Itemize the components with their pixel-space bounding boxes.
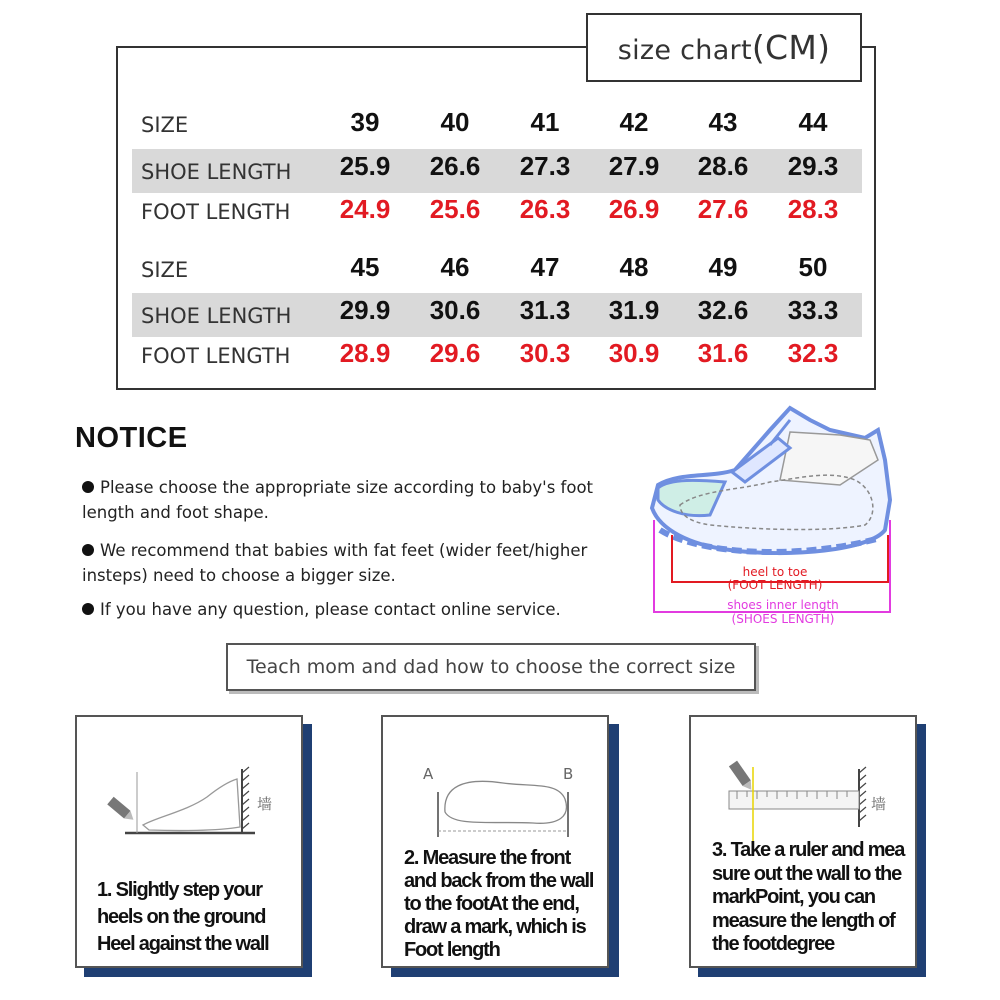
size-cell: 48 <box>619 252 649 282</box>
foot-length-cell: 26.9 <box>608 194 660 224</box>
step-2-text: 2. Measure the front and back from the wall to the footAt the end, draw a mark, which is Foot length <box>404 847 594 961</box>
notice-item <box>82 475 602 525</box>
size-cell: 50 <box>798 252 828 282</box>
size-row-1 <box>132 105 862 149</box>
shoe-length-row-1 <box>132 149 862 193</box>
size-cell: 41 <box>530 107 560 137</box>
row-label-foot-length: FOOT LENGTH <box>141 344 291 368</box>
shoe-length-cell: 32.6 <box>697 295 749 325</box>
foot-length-cell: 31.6 <box>697 338 749 368</box>
step-1-illustration <box>77 727 301 857</box>
row-label-shoe-length: SHOE LENGTH <box>141 304 292 328</box>
shoe-length-cell: 31.3 <box>519 295 571 325</box>
size-cell: 45 <box>350 252 380 282</box>
notice-item <box>82 597 602 622</box>
step-3-illustration <box>691 727 915 857</box>
bullet-icon <box>82 544 94 556</box>
shoe-length-cell: 30.6 <box>429 295 481 325</box>
teach-banner-text: Teach mom and dad how to choose the correct size <box>246 656 736 678</box>
size-cell: 47 <box>530 252 560 282</box>
notice-title: NOTICE <box>75 422 188 454</box>
row-label-size: SIZE <box>141 258 189 282</box>
shoe-length-cell: 29.9 <box>339 295 391 325</box>
size-chart-title <box>618 28 831 67</box>
step-card-1 <box>75 715 303 968</box>
size-chart-unit: (CM) <box>751 28 831 67</box>
shoe-length-cell: 31.9 <box>608 295 660 325</box>
row-label-size: SIZE <box>141 113 189 137</box>
size-cell: 44 <box>798 107 828 137</box>
foot-length-label <box>700 566 850 592</box>
wall-label: 墙 <box>257 795 273 813</box>
row-label-foot-length: FOOT LENGTH <box>141 200 291 224</box>
point-a-label: A <box>423 765 434 783</box>
size-cell: 43 <box>708 107 738 137</box>
shoe-length-label <box>700 598 866 626</box>
foot-length-row-2 <box>132 336 862 380</box>
notice-item-text: Please choose the appropriate size according to baby's foot length and foot shape. <box>82 478 594 522</box>
shoe-length-row-2 <box>132 293 862 337</box>
size-cell: 42 <box>619 107 649 137</box>
size-chart-title-text: size chart <box>617 35 752 66</box>
foot-length-cell: 28.9 <box>339 338 391 368</box>
foot-length-cell: 32.3 <box>787 338 839 368</box>
step-card-2 <box>381 715 609 968</box>
foot-label-line: heel to toe <box>742 565 808 579</box>
size-cell: 46 <box>440 252 470 282</box>
notice-item <box>82 538 602 588</box>
notice-item-text: If you have any question, please contact online service. <box>100 600 561 619</box>
foot-length-cell: 27.6 <box>697 194 749 224</box>
step-card-3 <box>689 715 917 968</box>
foot-length-cell: 24.9 <box>339 194 391 224</box>
shoe-length-cell: 27.9 <box>608 151 660 181</box>
shoe-length-cell: 28.6 <box>697 151 749 181</box>
shoe-label-line: (SHOES LENGTH) <box>731 612 835 626</box>
size-cell: 40 <box>440 107 470 137</box>
shoe-length-cell: 33.3 <box>787 295 839 325</box>
size-row-2 <box>132 250 862 294</box>
shoe-illustration <box>640 390 900 630</box>
foot-length-cell: 30.9 <box>608 338 660 368</box>
bullet-icon <box>82 603 94 615</box>
foot-length-cell: 28.3 <box>787 194 839 224</box>
row-label-shoe-length: SHOE LENGTH <box>141 160 292 184</box>
shoe-length-cell: 27.3 <box>519 151 571 181</box>
foot-length-row-1 <box>132 192 862 236</box>
foot-length-cell: 30.3 <box>519 338 571 368</box>
point-b-label: B <box>563 765 574 783</box>
shoe-length-cell: 29.3 <box>787 151 839 181</box>
foot-label-line: (FOOT LENGTH) <box>727 578 823 592</box>
shoe-length-cell: 25.9 <box>339 151 391 181</box>
step-2-illustration <box>383 727 607 857</box>
shoe-length-cell: 26.6 <box>429 151 481 181</box>
wall-label: 墙 <box>871 795 887 813</box>
foot-length-cell: 29.6 <box>429 338 481 368</box>
step-1-text: 1. Slightly step your heels on the ground Heel against the wall <box>97 879 269 955</box>
notice-item-text: We recommend that babies with fat feet (wider feet/higher insteps) need to choose a bigger size. <box>82 541 588 585</box>
size-chart-title-box <box>586 13 862 82</box>
step-3-text: 3. Take a ruler and mea sure out the wall to the markPoint, you can measure the length of the footdegree <box>712 839 905 955</box>
teach-banner <box>226 643 756 691</box>
size-cell: 39 <box>350 107 380 137</box>
bullet-icon <box>82 481 94 493</box>
foot-length-cell: 25.6 <box>429 194 481 224</box>
foot-length-cell: 26.3 <box>519 194 571 224</box>
shoe-label-line: shoes inner length <box>727 598 839 612</box>
size-cell: 49 <box>708 252 738 282</box>
